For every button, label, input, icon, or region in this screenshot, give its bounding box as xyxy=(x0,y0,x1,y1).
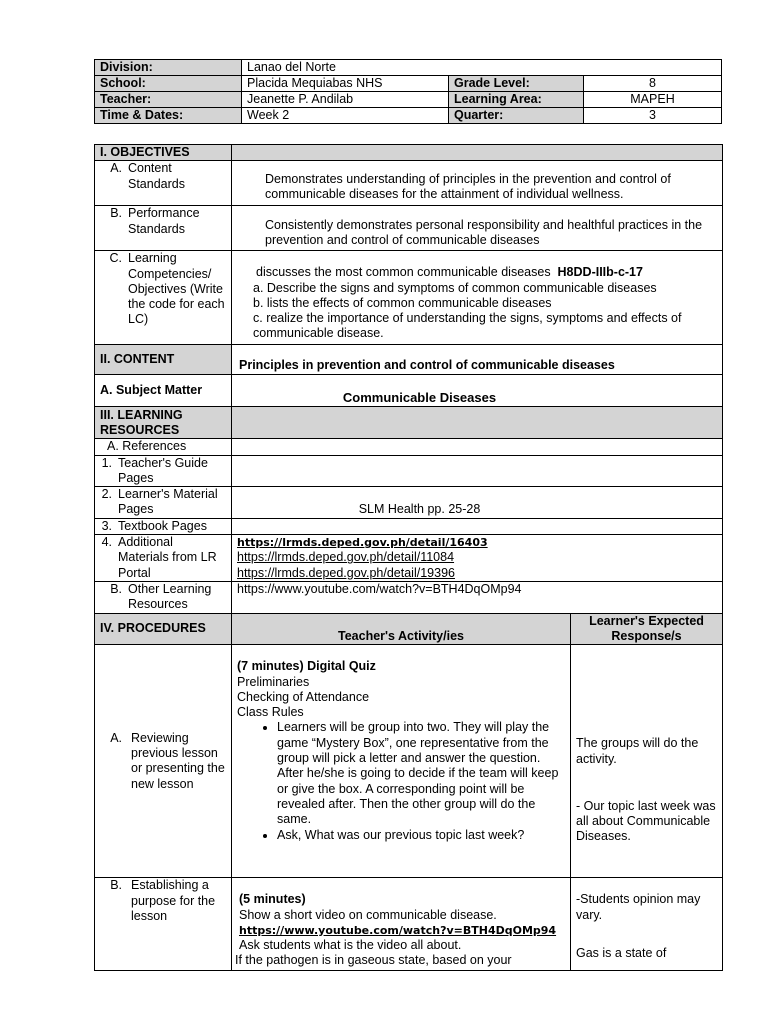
teacher-value: Jeanette P. Andilab xyxy=(242,92,449,108)
time-value: Week 2 xyxy=(242,108,449,124)
header-row-time xyxy=(95,108,722,124)
procedure-a-bullet-1: • Learners will be group into two. They will play the game “Mystery Box”, one representative from the group will pick a letter and answer the question. After he/she is going to decide if the team will keep or give the box. A corresponding point will be revealed after. Then the other group will do the same. xyxy=(277,720,565,827)
performance-standards-text: Performance Standards xyxy=(128,206,200,236)
area-label: Learning Area: xyxy=(449,92,584,108)
youtube-video-link[interactable]: https://www.youtube.com/watch?v=BTH4DqOMp94 xyxy=(239,923,557,937)
additional-materials-num: 4. xyxy=(101,535,112,550)
other-resources-label-cell xyxy=(95,582,232,614)
textbook-value xyxy=(232,518,723,534)
learners-material-value: SLM Health pp. 25-28 xyxy=(232,487,723,519)
learners-material-row xyxy=(95,487,723,519)
procedure-a-line3: Class Rules xyxy=(237,705,304,720)
performance-standards-num: B. xyxy=(110,206,122,221)
learners-material-label xyxy=(100,487,226,518)
objectives-header-fill xyxy=(232,145,723,161)
other-resources-num: B. xyxy=(110,582,122,597)
procedure-b-activity xyxy=(232,878,571,971)
header-row-teacher xyxy=(95,92,722,108)
resources-header-row xyxy=(95,407,723,439)
header-row-division xyxy=(95,60,722,76)
textbook-num: 3. xyxy=(101,518,112,533)
additional-materials-text: Additional Materials from LR Portal xyxy=(118,535,217,580)
procedure-a-response xyxy=(571,645,723,878)
textbook-label xyxy=(100,519,226,534)
procedure-a-row xyxy=(95,645,723,878)
performance-standards-label xyxy=(100,206,226,237)
procedure-b-response-2: Gas is a state of xyxy=(576,945,667,960)
procedure-b-label xyxy=(100,878,226,924)
learners-material-label-cell xyxy=(95,487,232,519)
procedure-b-text: Establishing a purpose for the lesson xyxy=(131,878,216,923)
content-title: Principles in prevention and control of communicable diseases xyxy=(232,345,723,375)
procedure-b-response xyxy=(571,878,723,971)
competencies-value xyxy=(232,251,723,345)
teachers-guide-label xyxy=(100,456,226,487)
quarter-value: 3 xyxy=(584,108,722,124)
competency-main-line xyxy=(256,265,717,280)
procedure-b-line1: Show a short video on communicable disease. xyxy=(239,907,497,922)
content-section-label: II. CONTENT xyxy=(95,345,232,375)
procedure-b-row xyxy=(95,878,723,971)
content-standards-label-cell xyxy=(95,161,232,206)
procedure-a-response-2: - Our topic last week was all about Communicable Diseases. xyxy=(576,798,716,844)
procedure-a-label-cell xyxy=(95,645,232,878)
procedure-a-num: A. xyxy=(110,730,122,745)
references-row xyxy=(95,439,723,455)
subject-matter-value: Communicable Diseases xyxy=(232,375,723,407)
other-resources-text: Other Learning Resources xyxy=(128,582,212,612)
procedure-a-bullet-2: • Ask, What was our previous topic last week? xyxy=(277,828,565,843)
content-header-row xyxy=(95,345,723,375)
procedure-a-time: (7 minutes) Digital Quiz xyxy=(237,659,376,674)
subject-matter-row xyxy=(95,375,723,407)
textbook-label-cell xyxy=(95,518,232,534)
competencies-label xyxy=(100,251,226,327)
procedures-section-label: IV. PROCEDURES xyxy=(95,613,232,645)
teachers-guide-value xyxy=(232,455,723,487)
additional-materials-value xyxy=(232,535,723,582)
lr-portal-link-2[interactable]: https://lrmds.deped.gov.ph/detail/11084 xyxy=(237,550,455,565)
resources-section-title: III. LEARNING RESOURCES xyxy=(100,407,183,437)
procedure-b-response-1: -Students opinion may vary. xyxy=(576,892,701,922)
other-resources-row xyxy=(95,582,723,614)
procedure-b-line2: Ask students what is the video all about. xyxy=(239,938,462,953)
procedure-b-label-cell xyxy=(95,878,232,971)
other-resources-label xyxy=(100,582,226,613)
textbook-row xyxy=(95,518,723,534)
school-value: Placida Mequiabas NHS xyxy=(242,76,449,92)
additional-materials-row xyxy=(95,535,723,582)
teachers-guide-label-cell xyxy=(95,455,232,487)
procedure-a-line2: Checking of Attendance xyxy=(237,689,370,704)
lr-portal-link-1[interactable]: https://lrmds.deped.gov.ph/detail/16403 xyxy=(237,536,488,550)
performance-standards-value: Consistently demonstrates personal responsibility and healthful practices in the prevention and control of communicable diseases xyxy=(232,206,723,251)
teacher-label: Teacher: xyxy=(95,92,242,108)
grade-value: 8 xyxy=(584,76,722,92)
objectives-header-row xyxy=(95,145,723,161)
competencies-num: C. xyxy=(109,251,122,266)
quarter-label: Quarter: xyxy=(449,108,584,124)
teachers-guide-text: Teacher's Guide Pages xyxy=(118,455,208,485)
objectives-section-label: I. OBJECTIVES xyxy=(95,145,232,161)
procedure-b-time: (5 minutes) xyxy=(239,892,306,907)
division-value: Lanao del Norte xyxy=(242,60,722,76)
area-value: MAPEH xyxy=(584,92,722,108)
textbook-text: Textbook Pages xyxy=(118,518,207,533)
division-label: Division: xyxy=(95,60,242,76)
procedure-a-text: Reviewing previous lesson or presenting the new lesson xyxy=(131,730,225,791)
resources-header-fill xyxy=(232,407,723,439)
lesson-plan-table xyxy=(94,144,723,971)
time-label: Time & Dates: xyxy=(95,108,242,124)
procedure-b-num: B. xyxy=(110,878,122,893)
procedure-a-response-1: The groups will do the activity. xyxy=(576,736,699,766)
learner-response-header: Learner's Expected Response/s xyxy=(571,613,723,645)
learners-material-text: Learner's Material Pages xyxy=(118,487,218,517)
resources-section-label xyxy=(95,407,232,439)
header-row-school xyxy=(95,76,722,92)
school-label: School: xyxy=(95,76,242,92)
performance-standards-row xyxy=(95,206,723,251)
content-standards-label xyxy=(100,161,226,192)
learners-material-num: 2. xyxy=(101,487,112,502)
competency-c: c. realize the importance of understanding the signs, symptoms and effects of communicable disease. xyxy=(253,311,682,341)
references-label: A. References xyxy=(95,439,232,455)
competency-a: a. Describe the signs and symptoms of common communicable diseases xyxy=(253,280,657,295)
content-standards-num: A. xyxy=(110,161,122,176)
procedure-b-line3: If the pathogen is in gaseous state, based on your xyxy=(235,953,512,968)
additional-materials-label-cell xyxy=(95,535,232,582)
procedures-header-row xyxy=(95,613,723,645)
content-standards-value: Demonstrates understanding of principles in the prevention and control of communicable diseases for the attainment of individual wellness. xyxy=(232,161,723,206)
procedure-a-activity xyxy=(232,645,571,878)
performance-standards-label-cell xyxy=(95,206,232,251)
competencies-row xyxy=(95,251,723,345)
procedure-a-list xyxy=(237,720,565,842)
procedure-a-line1: Preliminaries xyxy=(237,674,310,689)
additional-materials-label xyxy=(100,535,226,581)
lr-portal-link-3[interactable]: https://lrmds.deped.gov.ph/detail/19396 xyxy=(237,565,455,580)
competency-b: b. lists the effects of common communicable diseases xyxy=(253,295,552,310)
header-table xyxy=(94,59,722,124)
competency-code: H8DD-IIIb-c-17 xyxy=(557,265,643,280)
other-resources-value: https://www.youtube.com/watch?v=BTH4DqOMp94 xyxy=(232,582,723,614)
content-standards-text: Content Standards xyxy=(128,161,185,191)
procedure-a-label xyxy=(100,731,226,792)
competencies-label-cell xyxy=(95,251,232,345)
teacher-activity-header: Teacher's Activity/ies xyxy=(232,613,571,645)
competencies-text: Learning Competencies/ Objectives (Write the code for each LC) xyxy=(128,251,225,327)
teachers-guide-num: 1. xyxy=(101,455,112,470)
resources-section-text xyxy=(100,408,226,438)
grade-label: Grade Level: xyxy=(449,76,584,92)
content-standards-row xyxy=(95,161,723,206)
references-value xyxy=(232,439,723,455)
teachers-guide-row xyxy=(95,455,723,487)
competency-main-text: discusses the most common communicable diseases xyxy=(256,265,551,280)
subject-matter-label: A. Subject Matter xyxy=(95,375,232,407)
